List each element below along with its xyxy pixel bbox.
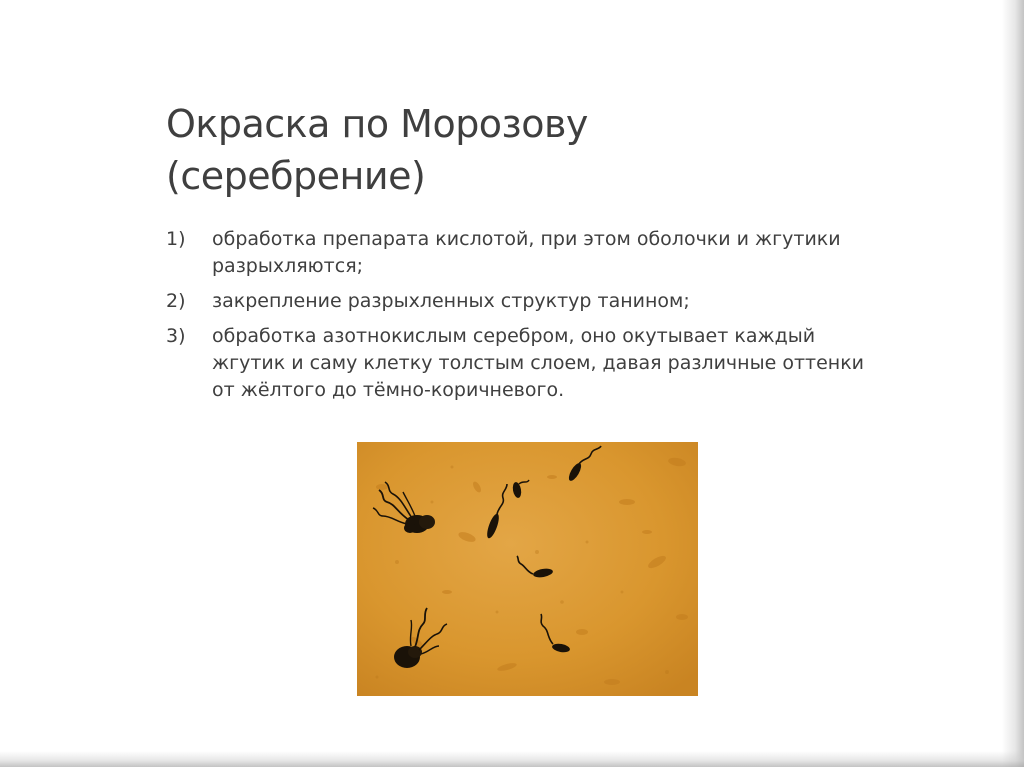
staining-steps-list xyxy=(166,226,886,412)
slide-title xyxy=(166,98,886,202)
list-item xyxy=(166,226,886,280)
slide-shadow-bottom xyxy=(0,751,1024,767)
slide-shadow-right xyxy=(1002,0,1024,767)
step-number: 3) xyxy=(166,325,186,347)
step-number: 2) xyxy=(166,290,186,312)
step-text: закрепление разрыхленных структур танином; xyxy=(212,290,690,312)
step-number: 1) xyxy=(166,228,186,250)
slide-title-line-2: (серебрение) xyxy=(166,154,426,198)
micrograph-image xyxy=(357,442,698,696)
list-item xyxy=(166,288,886,315)
slide-title-line-1: Окраска по Морозову xyxy=(166,102,588,146)
list-item xyxy=(166,323,886,404)
step-text: обработка препарата кислотой, при этом оболочки и жгутики разрыхляются; xyxy=(212,228,841,277)
step-text: обработка азотнокислым серебром, оно окутывает каждый жгутик и саму клетку толстым слоем, давая различные оттенки от жёлтого до тёмно-коричневого. xyxy=(212,325,865,401)
